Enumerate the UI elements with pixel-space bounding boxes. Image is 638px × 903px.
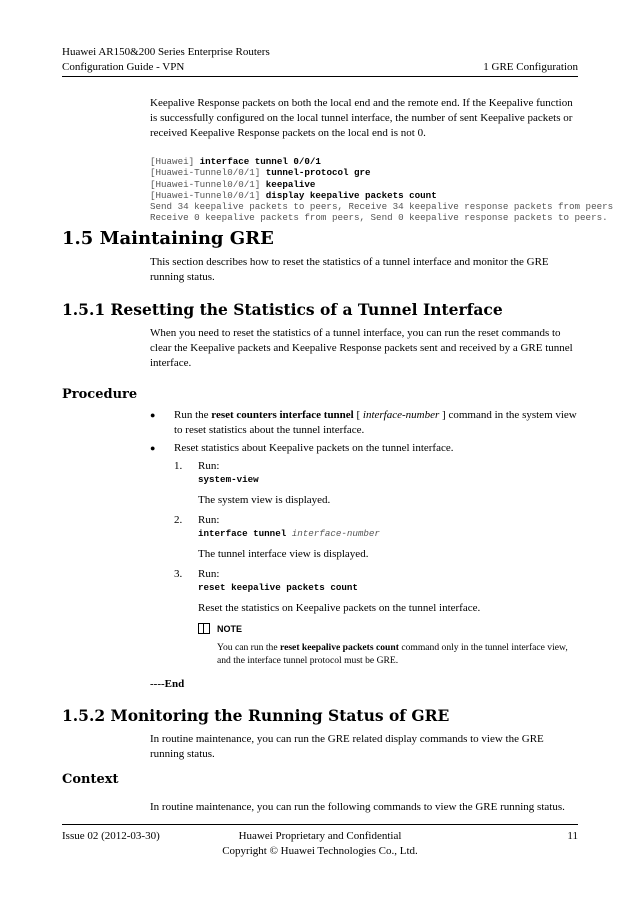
step-number: 2. <box>174 514 183 526</box>
note-text: You can run the reset keepalive packets count command only in the tunnel interface view, and the interface tunnel protocol must be GRE. <box>217 642 568 666</box>
step-command: interface tunnel interface-number <box>198 528 380 539</box>
code-line: Receive 0 keepalive packets from peers, Send 0 keepalive response packets to peers. <box>150 212 608 224</box>
step-number: 1. <box>174 460 183 472</box>
step-result: The tunnel interface view is displayed. <box>198 548 369 560</box>
intro-paragraph: Keepalive Response packets on both the local end and the remote end. If the Keepalive function is successfully configured on the local tunnel interface, the number of sent Keepalive packets or received Keepalive Response packets on the local end is not 0. <box>150 97 573 139</box>
bullet-icon: ● <box>150 410 156 420</box>
step-command: reset keepalive packets count <box>198 582 358 593</box>
footer-confidential: Huawei Proprietary and Confidential <box>238 830 402 842</box>
step-result: Reset the statistics on Keepalive packets on the tunnel interface. <box>198 602 481 614</box>
code-line: [Huawei-Tunnel0/0/1] keepalive <box>150 178 316 190</box>
header-subtitle: Configuration Guide - VPN <box>62 61 185 73</box>
note-label: NOTE <box>217 624 243 634</box>
footer-rule <box>62 824 578 825</box>
step-result: The system view is displayed. <box>198 494 331 506</box>
footer-page-number: 11 <box>567 830 578 842</box>
header-title: Huawei AR150&200 Series Enterprise Routers <box>62 46 270 58</box>
step-run-label: Run: <box>198 460 220 472</box>
context-text: In routine maintenance, you can run the following commands to view the GRE running status. <box>150 801 565 813</box>
code-line: [Huawei] interface tunnel 0/0/1 <box>150 156 321 168</box>
procedure-end-marker: ----End <box>150 678 185 690</box>
section-1-5-2-text: In routine maintenance, you can run the GRE related display commands to view the GRE running status. <box>150 733 544 760</box>
step-run-label: Run: <box>198 568 220 580</box>
step-run-label: Run: <box>198 514 220 526</box>
bullet-icon: ● <box>150 443 156 453</box>
code-line: Send 34 keepalive packets to peers, Receive 34 keepalive response packets from peers <box>150 201 614 213</box>
code-block <box>150 145 613 235</box>
note-book-icon <box>198 623 210 634</box>
section-heading-1-5-1: 1.5.1 Resetting the Statistics of a Tunnel Interface <box>62 300 503 319</box>
context-heading: Context <box>62 772 119 787</box>
step-number: 3. <box>174 568 183 580</box>
section-1-5-1-text: When you need to reset the statistics of a tunnel interface, you can run the reset commands to clear the Keepalive packets and Keepalive Response packets sent and received by a GRE tunnel interface. <box>150 327 573 369</box>
section-1-5-text: This section describes how to reset the statistics of a tunnel interface and monitor the GRE running status. <box>150 256 549 283</box>
section-heading-1-5: 1.5 Maintaining GRE <box>62 228 274 249</box>
header-rule <box>62 76 578 77</box>
code-line: [Huawei-Tunnel0/0/1] tunnel-protocol gre <box>150 167 371 179</box>
step-command: system-view <box>198 474 259 485</box>
footer-issue: Issue 02 (2012-03-30) <box>62 830 160 842</box>
section-heading-1-5-2: 1.5.2 Monitoring the Running Status of GRE <box>62 706 450 725</box>
bullet-item-1: Run the reset counters interface tunnel [ interface-number ] command in the system view to reset statistics about the tunnel interface. <box>174 409 577 436</box>
code-line: [Huawei-Tunnel0/0/1] display keepalive packets count <box>150 189 437 201</box>
footer-copyright: Copyright © Huawei Technologies Co., Ltd. <box>222 845 418 857</box>
header-chapter: 1 GRE Configuration <box>483 61 578 73</box>
bullet-item-2: Reset statistics about Keepalive packets on the tunnel interface. <box>174 442 454 454</box>
procedure-heading: Procedure <box>62 387 138 402</box>
